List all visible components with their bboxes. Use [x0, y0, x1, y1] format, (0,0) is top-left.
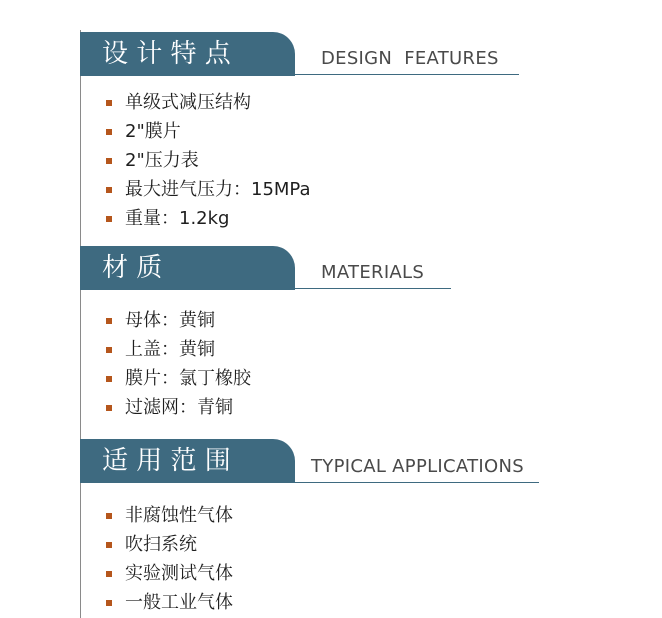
list-item-text: 2"压力表 [125, 150, 199, 171]
section-title-tab [80, 246, 295, 290]
list-item-text: 吹扫系统 [125, 534, 197, 555]
section-underline [295, 482, 539, 483]
list-item-text: 单级式减压结构 [125, 92, 251, 113]
bullet-icon [106, 216, 112, 222]
list-item-text: 重量：1.2kg [125, 208, 230, 229]
section-title-cn: 材 质 [102, 253, 163, 283]
bullet-icon [106, 600, 112, 606]
section-underline [295, 288, 451, 289]
bullet-icon [106, 405, 112, 411]
list-item-text: 膜片：氯丁橡胶 [125, 368, 251, 389]
list-item-text: 过滤网：青铜 [125, 397, 233, 418]
bullet-icon [106, 542, 112, 548]
section-title-en: DESIGN FEATURES [321, 48, 499, 69]
bullet-icon [106, 100, 112, 106]
section-title-en: TYPICAL APPLICATIONS [311, 456, 524, 477]
section-title-tab [80, 439, 295, 483]
bullet-icon [106, 571, 112, 577]
bullet-icon [106, 129, 112, 135]
section-title-cn: 适 用 范 围 [102, 446, 231, 476]
section-title-cn: 设 计 特 点 [102, 39, 231, 69]
left-vertical-rule [80, 30, 81, 618]
section-underline [295, 74, 519, 75]
bullet-icon [106, 347, 112, 353]
list-item-text: 母体：黄铜 [125, 310, 215, 331]
bullet-icon [106, 158, 112, 164]
list-item-text: 实验测试气体 [125, 563, 233, 584]
list-item-text: 上盖：黄铜 [125, 339, 215, 360]
list-item-text: 非腐蚀性气体 [125, 505, 233, 526]
bullet-icon [106, 513, 112, 519]
bullet-icon [106, 318, 112, 324]
bullet-icon [106, 376, 112, 382]
bullet-icon [106, 187, 112, 193]
list-item-text: 2"膜片 [125, 121, 181, 142]
section-title-tab [80, 32, 295, 76]
section-title-en: MATERIALS [321, 262, 425, 283]
list-item-text: 最大进气压力：15MPa [125, 179, 311, 200]
list-item-text: 一般工业气体 [125, 592, 233, 613]
